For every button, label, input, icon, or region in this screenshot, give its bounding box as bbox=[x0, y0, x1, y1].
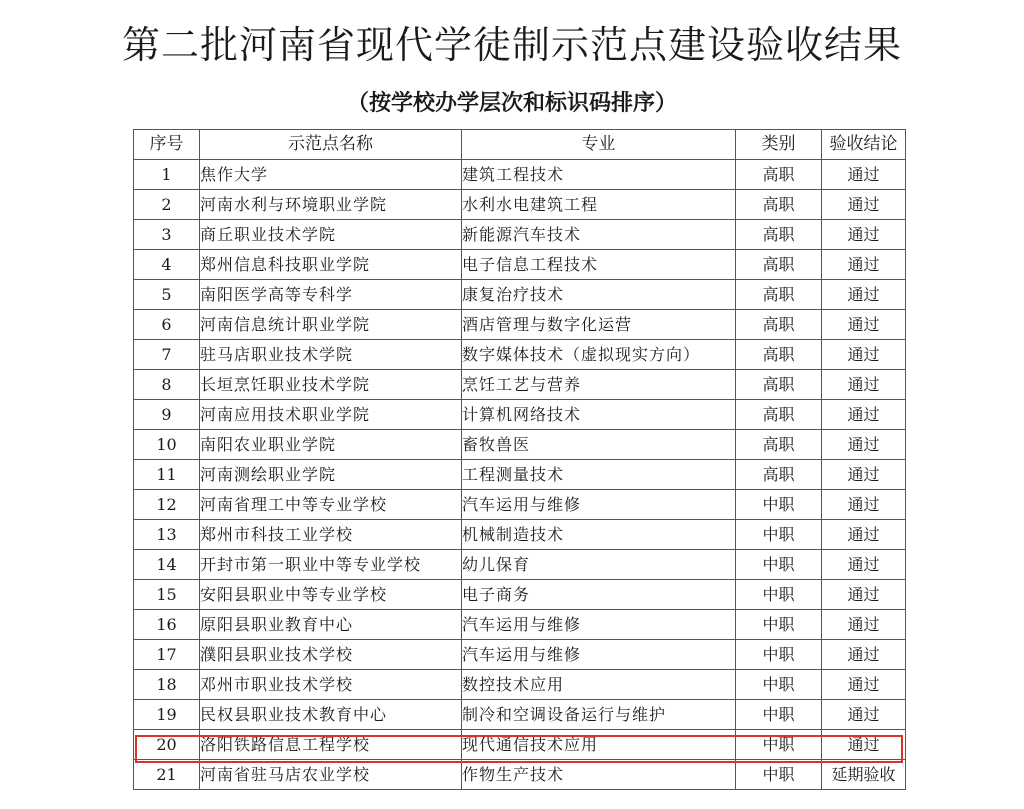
site-name-cell: 驻马店职业技术学院 bbox=[200, 340, 462, 370]
major-cell: 汽车运用与维修 bbox=[462, 610, 736, 640]
row-number-cell: 10 bbox=[134, 430, 200, 460]
site-name-cell: 郑州市科技工业学校 bbox=[200, 520, 462, 550]
major-cell: 数控技术应用 bbox=[462, 670, 736, 700]
category-cell: 中职 bbox=[736, 730, 822, 760]
table-row bbox=[134, 280, 906, 310]
row-number-cell: 19 bbox=[134, 700, 200, 730]
table-row bbox=[134, 610, 906, 640]
result-cell: 通过 bbox=[822, 730, 906, 760]
table-row bbox=[134, 160, 906, 190]
site-name-cell: 商丘职业技术学院 bbox=[200, 220, 462, 250]
header-no: 序号 bbox=[134, 130, 200, 160]
major-cell: 幼儿保育 bbox=[462, 550, 736, 580]
table-row bbox=[134, 460, 906, 490]
category-cell: 中职 bbox=[736, 700, 822, 730]
table-row bbox=[134, 310, 906, 340]
result-cell: 通过 bbox=[822, 190, 906, 220]
row-number-cell: 20 bbox=[134, 730, 200, 760]
header-type: 类别 bbox=[736, 130, 822, 160]
category-cell: 高职 bbox=[736, 340, 822, 370]
row-number-cell: 16 bbox=[134, 610, 200, 640]
category-cell: 中职 bbox=[736, 520, 822, 550]
table-header-row bbox=[134, 130, 906, 160]
site-name-cell: 安阳县职业中等专业学校 bbox=[200, 580, 462, 610]
table-row bbox=[134, 520, 906, 550]
table-row bbox=[134, 580, 906, 610]
result-cell: 通过 bbox=[822, 640, 906, 670]
result-cell: 通过 bbox=[822, 550, 906, 580]
row-number-cell: 15 bbox=[134, 580, 200, 610]
category-cell: 高职 bbox=[736, 430, 822, 460]
table-row bbox=[134, 670, 906, 700]
row-number-cell: 5 bbox=[134, 280, 200, 310]
category-cell: 中职 bbox=[736, 670, 822, 700]
table-row bbox=[134, 760, 906, 790]
row-number-cell: 18 bbox=[134, 670, 200, 700]
result-cell: 通过 bbox=[822, 370, 906, 400]
header-major: 专业 bbox=[462, 130, 736, 160]
category-cell: 高职 bbox=[736, 280, 822, 310]
result-cell: 通过 bbox=[822, 310, 906, 340]
table-row bbox=[134, 550, 906, 580]
row-number-cell: 21 bbox=[134, 760, 200, 790]
major-cell: 电子信息工程技术 bbox=[462, 250, 736, 280]
category-cell: 高职 bbox=[736, 310, 822, 340]
page-title: 第二批河南省现代学徒制示范点建设验收结果 bbox=[121, 23, 902, 67]
table-row bbox=[134, 730, 906, 760]
major-cell: 康复治疗技术 bbox=[462, 280, 736, 310]
site-name-cell: 南阳医学高等专科学 bbox=[200, 280, 462, 310]
category-cell: 中职 bbox=[736, 550, 822, 580]
result-cell: 通过 bbox=[822, 400, 906, 430]
result-cell: 通过 bbox=[822, 580, 906, 610]
table-row bbox=[134, 490, 906, 520]
category-cell: 中职 bbox=[736, 580, 822, 610]
site-name-cell: 河南信息统计职业学院 bbox=[200, 310, 462, 340]
category-cell: 高职 bbox=[736, 460, 822, 490]
table-row bbox=[134, 370, 906, 400]
result-cell: 通过 bbox=[822, 700, 906, 730]
major-cell: 电子商务 bbox=[462, 580, 736, 610]
category-cell: 中职 bbox=[736, 610, 822, 640]
category-cell: 高职 bbox=[736, 370, 822, 400]
result-cell: 通过 bbox=[822, 220, 906, 250]
header-result: 验收结论 bbox=[822, 130, 906, 160]
site-name-cell: 长垣烹饪职业技术学院 bbox=[200, 370, 462, 400]
major-cell: 计算机网络技术 bbox=[462, 400, 736, 430]
site-name-cell: 河南应用技术职业学院 bbox=[200, 400, 462, 430]
row-number-cell: 1 bbox=[134, 160, 200, 190]
major-cell: 机械制造技术 bbox=[462, 520, 736, 550]
major-cell: 现代通信技术应用 bbox=[462, 730, 736, 760]
site-name-cell: 濮阳县职业技术学校 bbox=[200, 640, 462, 670]
table-row bbox=[134, 700, 906, 730]
major-cell: 水利水电建筑工程 bbox=[462, 190, 736, 220]
category-cell: 中职 bbox=[736, 640, 822, 670]
row-number-cell: 3 bbox=[134, 220, 200, 250]
major-cell: 新能源汽车技术 bbox=[462, 220, 736, 250]
site-name-cell: 焦作大学 bbox=[200, 160, 462, 190]
table-row bbox=[134, 220, 906, 250]
site-name-cell: 原阳县职业教育中心 bbox=[200, 610, 462, 640]
row-number-cell: 4 bbox=[134, 250, 200, 280]
row-number-cell: 7 bbox=[134, 340, 200, 370]
result-cell: 通过 bbox=[822, 610, 906, 640]
site-name-cell: 河南测绘职业学院 bbox=[200, 460, 462, 490]
result-cell: 通过 bbox=[822, 160, 906, 190]
page-subtitle: （按学校办学层次和标识码排序） bbox=[346, 90, 677, 116]
site-name-cell: 开封市第一职业中等专业学校 bbox=[200, 550, 462, 580]
table-row bbox=[134, 190, 906, 220]
row-number-cell: 8 bbox=[134, 370, 200, 400]
category-cell: 高职 bbox=[736, 250, 822, 280]
site-name-cell: 河南省驻马店农业学校 bbox=[200, 760, 462, 790]
major-cell: 汽车运用与维修 bbox=[462, 640, 736, 670]
major-cell: 数字媒体技术（虚拟现实方向） bbox=[462, 340, 736, 370]
category-cell: 高职 bbox=[736, 220, 822, 250]
table-row bbox=[134, 430, 906, 460]
category-cell: 高职 bbox=[736, 160, 822, 190]
site-name-cell: 南阳农业职业学院 bbox=[200, 430, 462, 460]
table-row bbox=[134, 250, 906, 280]
result-cell: 通过 bbox=[822, 490, 906, 520]
result-cell: 通过 bbox=[822, 430, 906, 460]
result-cell: 通过 bbox=[822, 670, 906, 700]
site-name-cell: 洛阳铁路信息工程学校 bbox=[200, 730, 462, 760]
row-number-cell: 11 bbox=[134, 460, 200, 490]
major-cell: 汽车运用与维修 bbox=[462, 490, 736, 520]
site-name-cell: 郑州信息科技职业学院 bbox=[200, 250, 462, 280]
table-row bbox=[134, 340, 906, 370]
major-cell: 制冷和空调设备运行与维护 bbox=[462, 700, 736, 730]
major-cell: 作物生产技术 bbox=[462, 760, 736, 790]
row-number-cell: 14 bbox=[134, 550, 200, 580]
row-number-cell: 13 bbox=[134, 520, 200, 550]
site-name-cell: 河南水利与环境职业学院 bbox=[200, 190, 462, 220]
major-cell: 畜牧兽医 bbox=[462, 430, 736, 460]
major-cell: 建筑工程技术 bbox=[462, 160, 736, 190]
major-cell: 烹饪工艺与营养 bbox=[462, 370, 736, 400]
result-cell: 通过 bbox=[822, 520, 906, 550]
result-cell: 通过 bbox=[822, 250, 906, 280]
major-cell: 酒店管理与数字化运营 bbox=[462, 310, 736, 340]
result-cell: 通过 bbox=[822, 280, 906, 310]
category-cell: 中职 bbox=[736, 490, 822, 520]
header-name: 示范点名称 bbox=[200, 130, 462, 160]
results-table bbox=[133, 129, 906, 790]
category-cell: 中职 bbox=[736, 760, 822, 790]
row-number-cell: 17 bbox=[134, 640, 200, 670]
site-name-cell: 民权县职业技术教育中心 bbox=[200, 700, 462, 730]
site-name-cell: 邓州市职业技术学校 bbox=[200, 670, 462, 700]
result-cell: 通过 bbox=[822, 460, 906, 490]
category-cell: 高职 bbox=[736, 190, 822, 220]
result-cell: 通过 bbox=[822, 340, 906, 370]
major-cell: 工程测量技术 bbox=[462, 460, 736, 490]
row-number-cell: 2 bbox=[134, 190, 200, 220]
result-cell: 延期验收 bbox=[822, 760, 906, 790]
table-row bbox=[134, 640, 906, 670]
site-name-cell: 河南省理工中等专业学校 bbox=[200, 490, 462, 520]
row-number-cell: 9 bbox=[134, 400, 200, 430]
row-number-cell: 12 bbox=[134, 490, 200, 520]
table-body bbox=[134, 160, 906, 790]
row-number-cell: 6 bbox=[134, 310, 200, 340]
table-row bbox=[134, 400, 906, 430]
category-cell: 高职 bbox=[736, 400, 822, 430]
